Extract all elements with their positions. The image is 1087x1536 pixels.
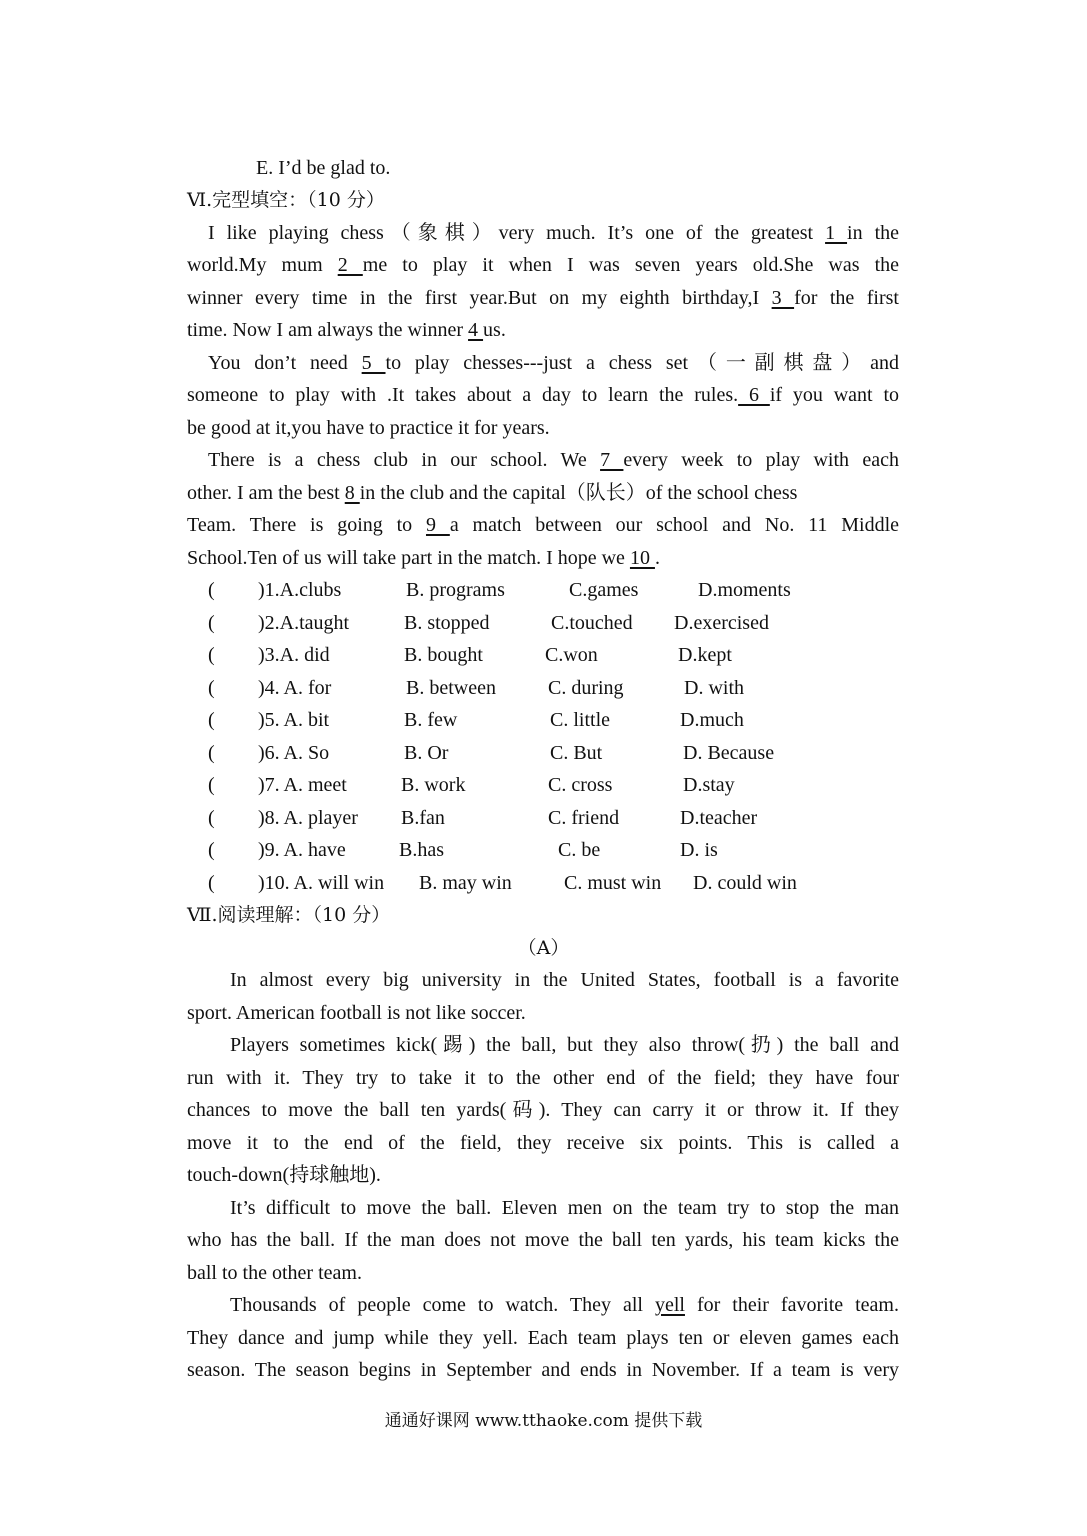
prev-option-e: E. I’d be glad to. bbox=[256, 157, 391, 179]
question-option-a: )7. A. meet bbox=[258, 774, 347, 796]
answer-bracket: ( bbox=[208, 579, 215, 601]
p2-line-1: You don’t need 5 to play chesses---just a chess set（一副棋盘）and bbox=[208, 352, 900, 374]
p1-line-1: I like playing chess（象棋）very much. It’s one of the greatest 1 in the bbox=[208, 222, 899, 244]
section-7-title: Ⅶ.阅读理解：（10 分） bbox=[187, 904, 391, 926]
blank-5: 5 bbox=[361, 352, 386, 374]
question-option-b: B. programs bbox=[406, 579, 505, 601]
blank-10: 10 bbox=[629, 547, 655, 569]
question-option-c: C.won bbox=[545, 644, 598, 666]
question-row bbox=[208, 805, 828, 831]
question-option-a: )1.A.clubs bbox=[258, 579, 342, 601]
question-row bbox=[208, 610, 828, 636]
question-option-a: )9. A. have bbox=[258, 839, 346, 861]
reading-line-8: It’s difficult to move the ball. Eleven men on the team try to stop the man bbox=[230, 1197, 899, 1219]
question-option-c: C. little bbox=[550, 709, 610, 731]
question-option-c: C.games bbox=[569, 579, 639, 601]
p2-line-2: someone to play with .It takes about a day to learn the rules. 6 if you want to bbox=[187, 384, 900, 406]
p1-line-2: world.My mum 2 me to play it when I was seven years old.She was the bbox=[187, 254, 900, 276]
reading-line-6: move it to the end of the field, they receive six points. This is called a bbox=[187, 1132, 899, 1154]
question-option-a: )3.A. did bbox=[258, 644, 330, 666]
question-option-a: )5. A. bit bbox=[258, 709, 330, 731]
question-option-b: B. Or bbox=[404, 742, 449, 764]
question-option-d: D. Because bbox=[683, 742, 775, 764]
answer-bracket: ( bbox=[208, 872, 215, 894]
blank-1: 1 bbox=[825, 222, 848, 244]
p3-line-2: other. I am the best 8 in the club and the capital（队长）of the school chess bbox=[187, 482, 798, 504]
p3-line-3: Team. There is going to 9 a match between our school and No. 11 Middle bbox=[187, 514, 900, 536]
question-option-b: B. stopped bbox=[404, 612, 490, 634]
question-option-b: B. few bbox=[404, 709, 458, 731]
yell-underlined: yell bbox=[654, 1294, 685, 1316]
question-option-d: D. with bbox=[684, 677, 744, 699]
p1-line-4: time. Now I am always the winner 4 us. bbox=[187, 319, 506, 341]
p1-line-3: winner every time in the first year.But on my eighth birthday,I 3 for the first bbox=[187, 287, 899, 309]
answer-bracket: ( bbox=[208, 839, 215, 861]
reading-line-13: season. The season begins in September and ends in November. If a team is very bbox=[187, 1359, 899, 1381]
question-option-c: C. be bbox=[558, 839, 601, 861]
question-option-b: B.fan bbox=[401, 807, 445, 829]
question-option-a: )8. A. player bbox=[258, 807, 358, 829]
question-option-b: B. may win bbox=[419, 872, 512, 894]
question-option-d: D.stay bbox=[683, 774, 735, 796]
blank-8: 8 bbox=[344, 482, 360, 504]
blank-6: 6 bbox=[738, 384, 770, 406]
blank-2: 2 bbox=[337, 254, 363, 276]
answer-bracket: ( bbox=[208, 807, 215, 829]
answer-bracket: ( bbox=[208, 742, 215, 764]
reading-line-1: In almost every big university in the United States, football is a favorite bbox=[230, 969, 899, 991]
question-row bbox=[208, 837, 828, 863]
answer-bracket: ( bbox=[208, 677, 215, 699]
question-option-d: D.teacher bbox=[680, 807, 758, 829]
part-a-label: （A） bbox=[517, 937, 570, 959]
reading-line-2: sport. American football is not like soccer. bbox=[187, 1002, 526, 1024]
question-option-c: C. cross bbox=[548, 774, 613, 796]
question-row bbox=[208, 675, 828, 701]
question-option-a: )10. A. will win bbox=[258, 872, 385, 894]
question-option-c: C. But bbox=[550, 742, 603, 764]
question-row bbox=[208, 577, 828, 603]
question-option-a: )2.A.taught bbox=[258, 612, 350, 634]
question-row bbox=[208, 772, 828, 798]
answer-bracket: ( bbox=[208, 644, 215, 666]
question-option-b: B. bought bbox=[404, 644, 483, 666]
question-option-b: B. work bbox=[401, 774, 466, 796]
blank-9: 9 bbox=[425, 514, 450, 536]
question-row bbox=[208, 707, 828, 733]
answer-bracket: ( bbox=[208, 709, 215, 731]
page-footer: 通通好课网 www.tthaoke.com 提供下载 bbox=[384, 1411, 703, 1431]
question-row bbox=[208, 740, 828, 766]
question-option-c: C. during bbox=[548, 677, 624, 699]
blank-4: 4 bbox=[468, 319, 484, 341]
question-option-d: D.much bbox=[680, 709, 744, 731]
reading-line-4: run with it. They try to take it to the other end of the field; they have four bbox=[187, 1067, 899, 1089]
question-option-d: D.moments bbox=[698, 579, 791, 601]
question-option-c: C. friend bbox=[548, 807, 620, 829]
blank-3: 3 bbox=[771, 287, 795, 309]
answer-bracket: ( bbox=[208, 774, 215, 796]
reading-line-11: Thousands of people come to watch. They all yell for their favorite team. bbox=[230, 1294, 899, 1316]
question-option-c: C.touched bbox=[551, 612, 633, 634]
p2-line-3: be good at it,you have to practice it for years. bbox=[187, 417, 550, 439]
question-option-d: D. is bbox=[680, 839, 718, 861]
question-option-a: )4. A. for bbox=[258, 677, 332, 699]
question-option-d: D.kept bbox=[678, 644, 732, 666]
question-row bbox=[208, 870, 828, 896]
p3-line-1: There is a chess club in our school. We 7 every week to play with each bbox=[208, 449, 900, 471]
question-option-b: B. between bbox=[406, 677, 496, 699]
question-option-d: D.exercised bbox=[674, 612, 769, 634]
reading-line-12: They dance and jump while they yell. Each team plays ten or eleven games each bbox=[187, 1327, 899, 1349]
reading-line-10: ball to the other team. bbox=[187, 1262, 362, 1284]
reading-line-9: who has the ball. If the man does not move the ball ten yards, his team kicks the bbox=[187, 1229, 899, 1251]
answer-bracket: ( bbox=[208, 612, 215, 634]
question-option-c: C. must win bbox=[564, 872, 662, 894]
question-option-a: )6. A. So bbox=[258, 742, 330, 764]
reading-line-7: touch-down(持球触地). bbox=[187, 1164, 381, 1186]
section-6-title: Ⅵ.完型填空：（10 分） bbox=[187, 189, 385, 211]
question-option-d: D. could win bbox=[693, 872, 797, 894]
reading-line-5: chances to move the ball ten yards(码). They can carry it or throw it. If they bbox=[187, 1099, 899, 1121]
blank-7: 7 bbox=[600, 449, 624, 471]
p3-line-4: School.Ten of us will take part in the match. I hope we 10 . bbox=[187, 547, 660, 569]
reading-line-3: Players sometimes kick(踢) the ball, but they also throw(扔) the ball and bbox=[230, 1034, 899, 1056]
question-row bbox=[208, 642, 828, 668]
question-option-b: B.has bbox=[399, 839, 444, 861]
